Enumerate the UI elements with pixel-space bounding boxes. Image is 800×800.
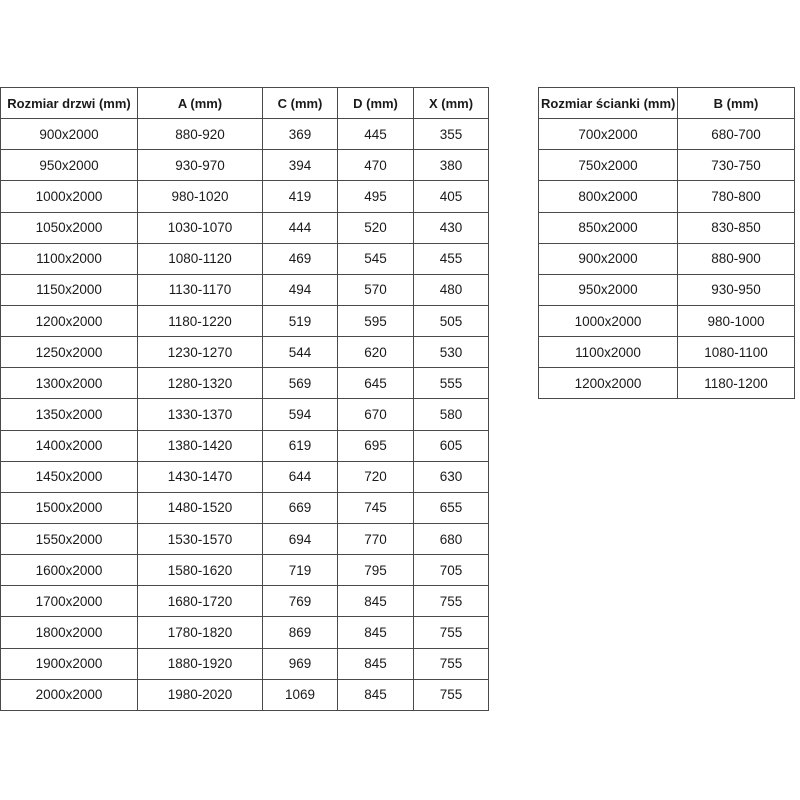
table-cell: 455 — [414, 243, 489, 274]
table-cell: 950x2000 — [539, 274, 678, 305]
wall-size-table — [538, 87, 795, 399]
table-cell: 1080-1120 — [138, 243, 263, 274]
table-cell: 630 — [414, 461, 489, 492]
table-cell: 950x2000 — [1, 150, 138, 181]
table-row — [1, 430, 489, 461]
table-cell: 1500x2000 — [1, 492, 138, 523]
table-row — [1, 119, 489, 150]
table-cell: 655 — [414, 492, 489, 523]
column-header: Rozmiar drzwi (mm) — [1, 88, 138, 119]
table-cell: 1000x2000 — [539, 305, 678, 336]
table-cell: 544 — [263, 337, 338, 368]
table-row — [1, 243, 489, 274]
table-cell: 850x2000 — [539, 212, 678, 243]
column-header: X (mm) — [414, 88, 489, 119]
table-row — [1, 492, 489, 523]
table-cell: 494 — [263, 274, 338, 305]
table-cell: 1600x2000 — [1, 555, 138, 586]
table-cell: 1550x2000 — [1, 523, 138, 554]
table-cell: 795 — [338, 555, 414, 586]
table-cell: 750x2000 — [539, 150, 678, 181]
column-header: Rozmiar ścianki (mm) — [539, 88, 678, 119]
table-cell: 1700x2000 — [1, 586, 138, 617]
table-cell: 1530-1570 — [138, 523, 263, 554]
table-cell: 1200x2000 — [1, 305, 138, 336]
table-row — [1, 150, 489, 181]
table-cell: 430 — [414, 212, 489, 243]
table-cell: 980-1000 — [678, 305, 795, 336]
table-row — [539, 243, 795, 274]
table-cell: 595 — [338, 305, 414, 336]
table-cell: 1450x2000 — [1, 461, 138, 492]
table-row — [539, 181, 795, 212]
table-cell: 705 — [414, 555, 489, 586]
table-cell: 770 — [338, 523, 414, 554]
table-cell: 1980-2020 — [138, 679, 263, 710]
table-cell: 1300x2000 — [1, 368, 138, 399]
table-cell: 969 — [263, 648, 338, 679]
table-cell: 1000x2000 — [1, 181, 138, 212]
table-cell: 380 — [414, 150, 489, 181]
table-cell: 1100x2000 — [539, 337, 678, 368]
table-cell: 444 — [263, 212, 338, 243]
table-cell: 545 — [338, 243, 414, 274]
table-cell: 555 — [414, 368, 489, 399]
table-cell: 755 — [414, 648, 489, 679]
table-row — [1, 274, 489, 305]
table-cell: 1150x2000 — [1, 274, 138, 305]
table-cell: 1250x2000 — [1, 337, 138, 368]
table-cell: 1880-1920 — [138, 648, 263, 679]
table-row — [539, 305, 795, 336]
table-cell: 519 — [263, 305, 338, 336]
table-cell: 694 — [263, 523, 338, 554]
table-cell: 520 — [338, 212, 414, 243]
table-row — [1, 555, 489, 586]
table-cell: 644 — [263, 461, 338, 492]
table-cell: 469 — [263, 243, 338, 274]
table-cell: 980-1020 — [138, 181, 263, 212]
table-cell: 594 — [263, 399, 338, 430]
table-row — [1, 617, 489, 648]
table-row — [539, 119, 795, 150]
table-cell: 695 — [338, 430, 414, 461]
table-cell: 1900x2000 — [1, 648, 138, 679]
table-cell: 680-700 — [678, 119, 795, 150]
wall-table-header-row — [539, 88, 795, 119]
table-cell: 1780-1820 — [138, 617, 263, 648]
table-cell: 680 — [414, 523, 489, 554]
table-cell: 369 — [263, 119, 338, 150]
table-row — [1, 399, 489, 430]
table-cell: 930-970 — [138, 150, 263, 181]
table-cell: 700x2000 — [539, 119, 678, 150]
table-cell: 930-950 — [678, 274, 795, 305]
table-row — [1, 586, 489, 617]
table-cell: 619 — [263, 430, 338, 461]
table-cell: 1680-1720 — [138, 586, 263, 617]
table-cell: 1330-1370 — [138, 399, 263, 430]
table-cell: 755 — [414, 586, 489, 617]
table-row — [1, 648, 489, 679]
table-row — [539, 212, 795, 243]
table-cell: 745 — [338, 492, 414, 523]
table-cell: 730-750 — [678, 150, 795, 181]
table-cell: 845 — [338, 617, 414, 648]
table-cell: 620 — [338, 337, 414, 368]
table-cell: 1180-1220 — [138, 305, 263, 336]
table-cell: 495 — [338, 181, 414, 212]
table-cell: 1030-1070 — [138, 212, 263, 243]
table-cell: 1080-1100 — [678, 337, 795, 368]
table-cell: 645 — [338, 368, 414, 399]
table-cell: 669 — [263, 492, 338, 523]
table-row — [1, 212, 489, 243]
table-cell: 1100x2000 — [1, 243, 138, 274]
door-size-table — [0, 87, 489, 711]
table-cell: 1480-1520 — [138, 492, 263, 523]
table-cell: 1200x2000 — [539, 368, 678, 399]
table-cell: 580 — [414, 399, 489, 430]
table-cell: 755 — [414, 617, 489, 648]
table-cell: 355 — [414, 119, 489, 150]
table-cell: 2000x2000 — [1, 679, 138, 710]
table-cell: 1280-1320 — [138, 368, 263, 399]
table-cell: 530 — [414, 337, 489, 368]
table-cell: 780-800 — [678, 181, 795, 212]
table-cell: 800x2000 — [539, 181, 678, 212]
table-row — [539, 337, 795, 368]
table-row — [539, 368, 795, 399]
table-cell: 1400x2000 — [1, 430, 138, 461]
table-cell: 569 — [263, 368, 338, 399]
table-cell: 1800x2000 — [1, 617, 138, 648]
table-cell: 1380-1420 — [138, 430, 263, 461]
table-cell: 1350x2000 — [1, 399, 138, 430]
table-cell: 900x2000 — [1, 119, 138, 150]
table-cell: 670 — [338, 399, 414, 430]
table-row — [539, 150, 795, 181]
table-cell: 845 — [338, 648, 414, 679]
table-row — [1, 368, 489, 399]
table-row — [1, 181, 489, 212]
table-cell: 1130-1170 — [138, 274, 263, 305]
table-cell: 769 — [263, 586, 338, 617]
table-cell: 505 — [414, 305, 489, 336]
table-cell: 1430-1470 — [138, 461, 263, 492]
table-row — [1, 679, 489, 710]
table-cell: 719 — [263, 555, 338, 586]
table-cell: 845 — [338, 586, 414, 617]
column-header: C (mm) — [263, 88, 338, 119]
column-header: A (mm) — [138, 88, 263, 119]
column-header: B (mm) — [678, 88, 795, 119]
table-cell: 605 — [414, 430, 489, 461]
table-cell: 755 — [414, 679, 489, 710]
table-cell: 405 — [414, 181, 489, 212]
table-cell: 900x2000 — [539, 243, 678, 274]
table-cell: 394 — [263, 150, 338, 181]
door-table-header-row — [1, 88, 489, 119]
table-row — [539, 274, 795, 305]
table-row — [1, 305, 489, 336]
table-cell: 1230-1270 — [138, 337, 263, 368]
table-cell: 470 — [338, 150, 414, 181]
table-cell: 880-920 — [138, 119, 263, 150]
table-cell: 1180-1200 — [678, 368, 795, 399]
table-row — [1, 461, 489, 492]
table-cell: 1069 — [263, 679, 338, 710]
table-cell: 880-900 — [678, 243, 795, 274]
table-cell: 830-850 — [678, 212, 795, 243]
table-row — [1, 523, 489, 554]
table-cell: 1050x2000 — [1, 212, 138, 243]
column-header: D (mm) — [338, 88, 414, 119]
table-cell: 570 — [338, 274, 414, 305]
table-cell: 845 — [338, 679, 414, 710]
table-cell: 720 — [338, 461, 414, 492]
table-row — [1, 337, 489, 368]
table-cell: 419 — [263, 181, 338, 212]
table-cell: 445 — [338, 119, 414, 150]
table-cell: 869 — [263, 617, 338, 648]
table-cell: 1580-1620 — [138, 555, 263, 586]
table-cell: 480 — [414, 274, 489, 305]
